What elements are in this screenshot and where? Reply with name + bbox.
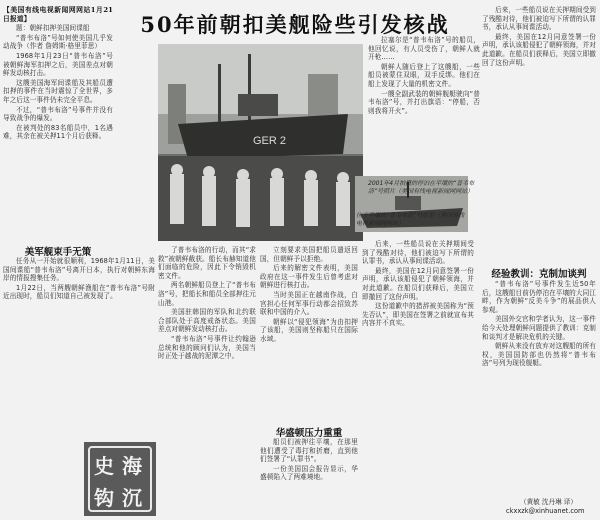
- paragraph: 美国外交官和学者认为，这一事件给今天处理朝鲜问题提供了教训：克制和谈判才是解决危机的关键。: [482, 315, 596, 341]
- logo-char: 海: [122, 454, 142, 478]
- paragraph: 朝鲜从来没有放弃对这艘船的所有权，美国国防部也仍然将“普韦布洛”号列为现役舰艇。: [482, 342, 596, 368]
- paragraph: 拉塞尔是“普韦布洛”号的船员，他回忆说，有人员受伤了，朝鲜人就开枪……: [368, 36, 480, 62]
- headline: 50年前朝扣美舰险些引发核战: [140, 12, 450, 37]
- paragraph: 美国驻韩国的军队和北约联合部队处于高度戒备状态。美国差点对朝鲜发动核打击。: [158, 308, 256, 334]
- ship-hull-label: GER 2: [253, 135, 287, 147]
- logo-char: 史: [94, 454, 114, 478]
- paragraph: “普韦布洛”号事件让约翰逊总统和他的顾问们认为，美国当时正处于越战的泥潭之中。: [158, 334, 256, 361]
- paragraph: 两名朝鲜船员登上了“普韦布洛”号，把船长和船员全部押往元山港。: [158, 281, 256, 307]
- paragraph: 不过，“普韦布洛”号事件并没有导致战争的爆发。: [3, 105, 113, 123]
- email-address: ckxxzk@xinhuanet.com: [506, 507, 585, 515]
- paragraph: “普韦布洛”号事件发生近50年后，这艘船目前仍停泊在平壤的大同江畔，作为朝鲜“反美斗争”的展品供人参观。: [482, 280, 596, 314]
- article-col-mid-2: [158, 246, 256, 506]
- paragraph: 在被判处的83名船员中，1名遇难，其余在被关押11个月后获释。: [3, 123, 113, 141]
- paragraph: 题：朝鲜扣押美国间谍船: [16, 24, 90, 33]
- paragraph: 任务从一开始就很顺利，1968年1月11日，美国间谍船“普韦布洛”号离开日本，执行对朝鲜东海岸的情报搜集任务。: [3, 257, 155, 283]
- paragraph: 立刻要求美国把船员遣返回国，但朝鲜予以拒绝。: [260, 246, 358, 263]
- paragraph: “普韦布洛”号如何使美国几乎发动战争（作者 詹姆斯·格里菲思）: [3, 33, 113, 51]
- paragraph: 朝鲜人随后登上了这艘船，一些船员被蒙住双眼，双手反绑。他们在船上发现了大量的机密文件。: [368, 62, 480, 88]
- logo-char: 沉: [122, 486, 142, 510]
- paragraph: 最终，美国在12月同意签署一份声明，承认该船侵犯了朝鲜领海，并对此道歉。在船员们获释后，美国立即撤回了这份声明。: [482, 32, 596, 67]
- article-col-right-a: [362, 240, 474, 516]
- article-col-mid-4: [260, 438, 358, 516]
- paragraph: 1月22日，当两艘朝鲜渔船在“普韦布洛”号附近出现时，船员们知道自己被发现了。: [3, 283, 155, 301]
- paragraph: 后来，一些船员说在关押期间受到了残酷对待，他们被迫写下所谓的认罪书，承认从事间谍活动。: [482, 6, 596, 32]
- pueblo-ship-image: [158, 44, 363, 241]
- paragraph: 了普韦布洛的行动，而其“求救”被朝鲜截获。船长布赫知道他们面临的危险，因此下令销毁机密文件。: [158, 246, 256, 280]
- paragraph: 后来的解密文件表明，美国政府在这一事件发生后曾考虑对朝鲜进行核打击。: [260, 264, 358, 290]
- paragraph: 朝鲜以“侵犯领海”为由扣押了该船，美国则坚称船只在国际水域。: [260, 317, 358, 343]
- paragraph: 最终，美国在12月同意签署一份声明，承认该船侵犯了朝鲜领海，并对此道歉。在船员们获释后，美国立即撤回了这份声明。: [362, 266, 474, 301]
- logo-char: 钩: [94, 486, 114, 510]
- paragraph: 船员们被押往平壤，在那里他们遭受了毒打和折磨，直到他们签署了“认罪书”。: [260, 438, 358, 464]
- paragraph: 1968年1月23日“普韦布洛”号被朝鲜海军扣押之后，美国差点对朝鲜发动核打击。: [3, 51, 113, 78]
- article-col-right-b: [482, 6, 596, 264]
- article-col-mid: [160, 36, 164, 37]
- ship-photo: [158, 44, 363, 241]
- article-col-mid-3: [260, 246, 358, 421]
- subheading-left: 美军舰束手无策: [24, 247, 92, 258]
- paragraph: 后来，一些船员说在关押期间受到了残酷对待，他们被迫写下所谓的认罪书，承认从事间谍活动。: [362, 240, 474, 266]
- subheading-right: 经验教训：克制加谈判: [491, 269, 587, 280]
- translator-credit: （黄敏 沈丹琳 译）: [520, 498, 577, 506]
- paragraph: 这份道歉中的措辞被美国称为“预先否认”，即美国在签署之前就宣布其内容并不真实。: [362, 302, 474, 328]
- article-col-left: [3, 6, 113, 238]
- column-logo: [84, 442, 156, 516]
- article-col-right-2: [482, 280, 596, 494]
- paragraph: 一艘全副武装的朝鲜舰艇驶向“普韦布洛”号，并打出旗语：“停船，否则我将开火”。: [368, 89, 480, 115]
- article-source: 【美国有线电视新闻网网站1月21日报道】: [3, 6, 113, 23]
- article-col-left-2: [3, 257, 155, 437]
- paragraph: 一份美国国会报告显示，华盛顿陷入了两难境地。: [260, 464, 358, 482]
- photo-caption-2: 位于平壤的“普韦布洛”号原型（美国有线电视新闻网网站）: [356, 212, 465, 227]
- paragraph: 这艘美国海军间谍船及其船员遭扣押的事件在当时震惊了全世界，多年之后这一事件仍未完全平息。: [3, 78, 113, 104]
- article-col-mid-right: [368, 36, 480, 176]
- paragraph: 当时美国正在越南作战，白宫担心任何军事行动都会招致苏联和中国的介入。: [260, 290, 358, 317]
- subheading-mid: 华盛顿压力重重: [275, 428, 343, 439]
- photo-caption: 2001年4月拍摄的停泊在平壤的“普韦布洛”号照片（美国有线电视新闻网网站）: [368, 180, 475, 195]
